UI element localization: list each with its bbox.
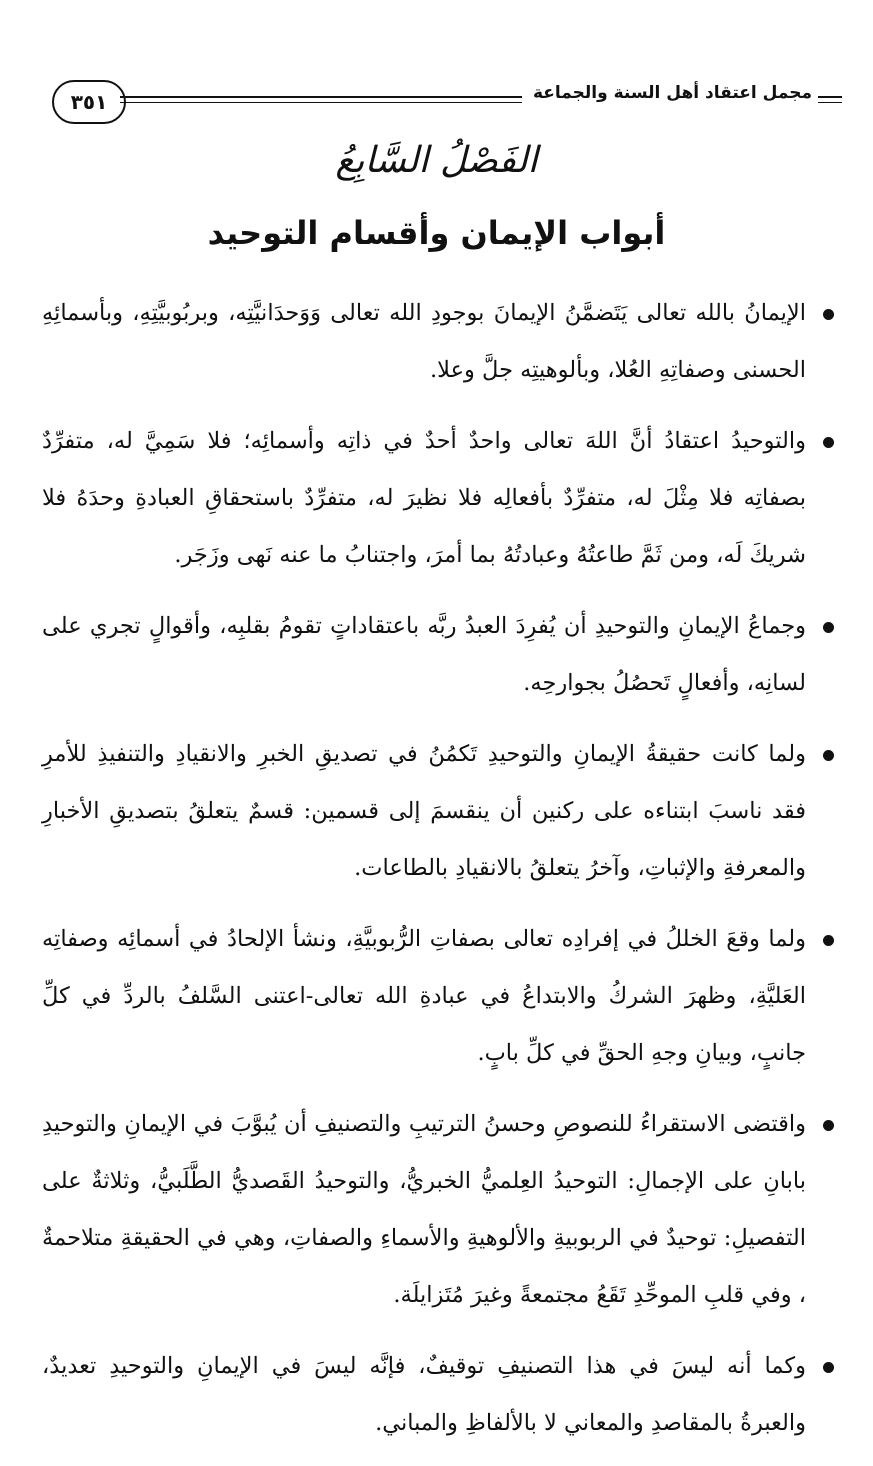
list-item bbox=[42, 285, 838, 399]
body-text bbox=[42, 285, 838, 1466]
list-item bbox=[42, 911, 838, 1082]
list-item bbox=[42, 413, 838, 584]
paragraph-text: وجماعُ الإيمانِ والتوحيدِ أن يُفرِدَ العبدُ ربَّه باعتقاداتٍ تقومُ بقلبِه، وأقوالٍ تجري على لسانِه، وأفعالٍ تَحصُلُ بجوارحِه. bbox=[42, 613, 806, 696]
header-rule-right bbox=[818, 96, 842, 98]
page-number: ٣٥١ bbox=[52, 80, 126, 124]
paragraph-text: والتوحيدُ اعتقادُ أنَّ اللهَ تعالى واحدٌ أحدٌ في ذاتِه وأسمائِه؛ فلا سَمِيَّ له، متفرِّدٌ بصفاتِه فلا مِثْلَ له، متفرِّدٌ بأفعالِه فلا نظيرَ له، متفرِّدٌ باستحقاقِ العبادةِ وحدَهُ فلا شريكَ لَه، ومن ثَمَّ طاعتُهُ وعبادتُهُ بما أمرَ، واجتنابُ ما عنه نَهى وزَجَر. bbox=[42, 428, 806, 568]
header-rule-thin bbox=[120, 102, 522, 103]
paragraph-text: ولما كانت حقيقةُ الإيمانِ والتوحيدِ تَكمُنُ في تصديقِ الخبرِ والانقيادِ والتنفيذِ للأمرِ فقد ناسبَ ابتناءه على ركنين أن ينقسمَ إلى قسمين: قسمٌ يتعلقُ بتصديقِ الأخبارِ والمعرفةِ والإثباتِ، وآخرُ يتعلقُ بالانقيادِ بالطاعات. bbox=[42, 741, 806, 881]
chapter-label: الفَصْلُ السَّابِعُ bbox=[335, 140, 538, 181]
header-rule bbox=[120, 96, 522, 98]
paragraph-text: وكما أنه ليسَ في هذا التصنيفِ توقيفٌ، فإنَّه ليسَ في الإيمانِ والتوحيدِ تعديدٌ، والعبرةُ بالمقاصدِ والمعاني لا بالألفاظِ والمباني. bbox=[42, 1353, 806, 1436]
list-item bbox=[42, 598, 838, 712]
paragraph-text: ولما وقعَ الخللُ في إفرادِه تعالى بصفاتِ الرُّبوبيَّةِ، ونشأ الإلحادُ في أسمائِه وصفاتِه العَليَّةِ، وظهرَ الشركُ والابتداعُ في عبادةِ الله تعالى-اعتنى السَّلفُ بالردِّ في كلِّ جانبٍ، وبيانِ وجهِ الحقِّ في كلِّ بابٍ. bbox=[42, 926, 806, 1066]
bullet-icon bbox=[823, 622, 834, 633]
bullet-icon bbox=[823, 1120, 834, 1131]
list-item bbox=[42, 726, 838, 897]
paragraph-text: واقتضى الاستقراءُ للنصوصِ وحسنُ الترتيبِ والتصنيفِ أن يُبوَّبَ في الإيمانِ والتوحيدِ بابانِ على الإجمالِ: التوحيدُ العِلميُّ الخبريُّ، والتوحيدُ القَصديُّ الطَّلَبيُّ، وثلاثةٌ على التفصيلِ: توحيدٌ في الربوبيةِ والألوهيةِ والأسماءِ والصفاتِ، وهي في الحقيقةِ متلاحمةٌ ، وفي قلبِ الموحِّدِ تَقَعُ مجتمعةً وغيرَ مُتَزايلَة. bbox=[42, 1111, 806, 1308]
header-rule-right-thin bbox=[818, 102, 842, 103]
bullet-icon bbox=[823, 309, 834, 320]
bullet-icon bbox=[823, 437, 834, 448]
running-title: مجمل اعتقاد أهل السنة والجماعة bbox=[532, 83, 812, 103]
bullet-icon bbox=[823, 1362, 834, 1373]
running-header bbox=[52, 80, 842, 128]
bullet-icon bbox=[823, 750, 834, 761]
paragraph-text: الإيمانُ بالله تعالى يَتَضمَّنُ الإيمانَ بوجودِ الله تعالى وَوَحدَانيَّتِه، وبربُوبيَّتِهِ، وبأسمائِهِ الحسنى وصفاتِهِ العُلا، وبألوهيتِه جلَّ وعلا. bbox=[42, 300, 806, 383]
list-item bbox=[42, 1096, 838, 1324]
chapter-title: أبواب الإيمان وأقسام التوحيد bbox=[207, 214, 666, 252]
list-item bbox=[42, 1338, 838, 1452]
bullet-icon bbox=[823, 935, 834, 946]
